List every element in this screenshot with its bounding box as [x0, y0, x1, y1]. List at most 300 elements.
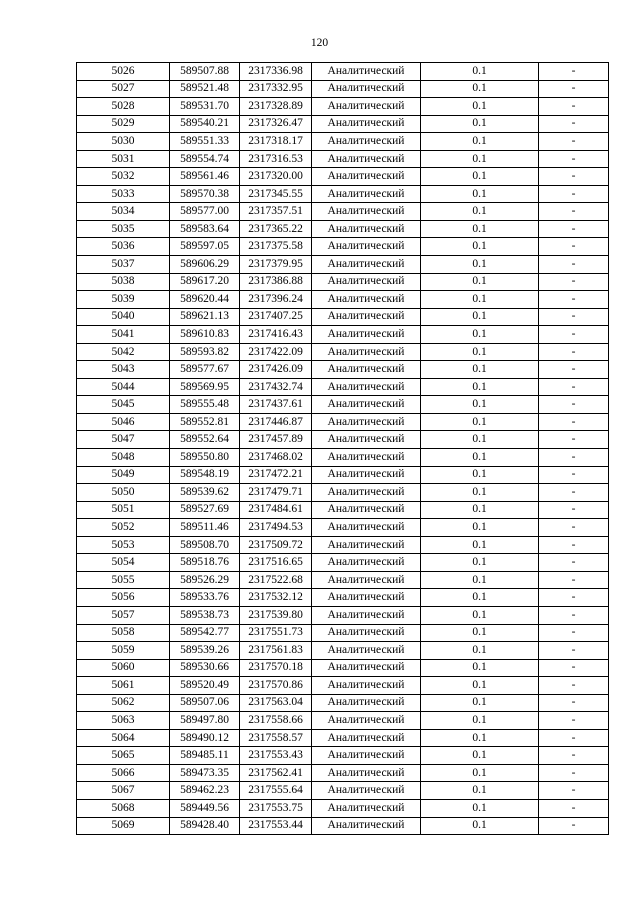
table-row — [77, 185, 609, 203]
table-row — [77, 203, 609, 221]
method-cell: Аналитический — [312, 677, 421, 695]
method-cell: Аналитический — [312, 536, 421, 554]
method-cell: Аналитический — [312, 799, 421, 817]
point-number-cell: 5050 — [77, 484, 170, 502]
method-cell: Аналитический — [312, 694, 421, 712]
accuracy-cell: 0.1 — [421, 729, 539, 747]
y-coordinate-cell: 2317328.89 — [240, 98, 312, 116]
accuracy-cell: 0.1 — [421, 396, 539, 414]
table-row — [77, 589, 609, 607]
y-coordinate-cell: 2317558.57 — [240, 729, 312, 747]
x-coordinate-cell: 589533.76 — [170, 589, 240, 607]
x-coordinate-cell: 589554.74 — [170, 150, 240, 168]
table-row — [77, 308, 609, 326]
table-row — [77, 291, 609, 309]
y-coordinate-cell: 2317320.00 — [240, 168, 312, 186]
accuracy-cell: 0.1 — [421, 799, 539, 817]
note-cell: - — [539, 484, 609, 502]
accuracy-cell: 0.1 — [421, 606, 539, 624]
note-cell: - — [539, 747, 609, 765]
note-cell: - — [539, 80, 609, 98]
point-number-cell: 5031 — [77, 150, 170, 168]
y-coordinate-cell: 2317365.22 — [240, 220, 312, 238]
coordinates-table-body — [77, 63, 609, 835]
point-number-cell: 5057 — [77, 606, 170, 624]
note-cell: - — [539, 361, 609, 379]
accuracy-cell: 0.1 — [421, 449, 539, 467]
accuracy-cell: 0.1 — [421, 150, 539, 168]
y-coordinate-cell: 2317553.43 — [240, 747, 312, 765]
note-cell: - — [539, 291, 609, 309]
table-row — [77, 133, 609, 151]
x-coordinate-cell: 589490.12 — [170, 729, 240, 747]
accuracy-cell: 0.1 — [421, 782, 539, 800]
accuracy-cell: 0.1 — [421, 80, 539, 98]
y-coordinate-cell: 2317570.18 — [240, 659, 312, 677]
note-cell: - — [539, 536, 609, 554]
table-row — [77, 747, 609, 765]
method-cell: Аналитический — [312, 273, 421, 291]
table-row — [77, 413, 609, 431]
x-coordinate-cell: 589617.20 — [170, 273, 240, 291]
point-number-cell: 5028 — [77, 98, 170, 116]
accuracy-cell: 0.1 — [421, 466, 539, 484]
method-cell: Аналитический — [312, 817, 421, 835]
table-row — [77, 712, 609, 730]
y-coordinate-cell: 2317562.41 — [240, 764, 312, 782]
method-cell: Аналитический — [312, 256, 421, 274]
y-coordinate-cell: 2317468.02 — [240, 449, 312, 467]
accuracy-cell: 0.1 — [421, 361, 539, 379]
accuracy-cell: 0.1 — [421, 431, 539, 449]
method-cell: Аналитический — [312, 747, 421, 765]
x-coordinate-cell: 589531.70 — [170, 98, 240, 116]
x-coordinate-cell: 589561.46 — [170, 168, 240, 186]
note-cell: - — [539, 413, 609, 431]
table-row — [77, 63, 609, 81]
table-row — [77, 817, 609, 835]
note-cell: - — [539, 729, 609, 747]
point-number-cell: 5056 — [77, 589, 170, 607]
table-row — [77, 694, 609, 712]
table-row — [77, 571, 609, 589]
point-number-cell: 5033 — [77, 185, 170, 203]
x-coordinate-cell: 589606.29 — [170, 256, 240, 274]
y-coordinate-cell: 2317379.95 — [240, 256, 312, 274]
table-row — [77, 624, 609, 642]
y-coordinate-cell: 2317553.44 — [240, 817, 312, 835]
note-cell: - — [539, 98, 609, 116]
x-coordinate-cell: 589569.95 — [170, 378, 240, 396]
point-number-cell: 5036 — [77, 238, 170, 256]
accuracy-cell: 0.1 — [421, 343, 539, 361]
method-cell: Аналитический — [312, 150, 421, 168]
y-coordinate-cell: 2317539.80 — [240, 606, 312, 624]
point-number-cell: 5054 — [77, 554, 170, 572]
table-row — [77, 150, 609, 168]
method-cell: Аналитический — [312, 343, 421, 361]
y-coordinate-cell: 2317516.65 — [240, 554, 312, 572]
x-coordinate-cell: 589620.44 — [170, 291, 240, 309]
accuracy-cell: 0.1 — [421, 501, 539, 519]
table-row — [77, 256, 609, 274]
x-coordinate-cell: 589577.67 — [170, 361, 240, 379]
y-coordinate-cell: 2317422.09 — [240, 343, 312, 361]
x-coordinate-cell: 589550.80 — [170, 449, 240, 467]
y-coordinate-cell: 2317407.25 — [240, 308, 312, 326]
table-row — [77, 554, 609, 572]
table-row — [77, 501, 609, 519]
note-cell: - — [539, 554, 609, 572]
y-coordinate-cell: 2317479.71 — [240, 484, 312, 502]
method-cell: Аналитический — [312, 624, 421, 642]
point-number-cell: 5059 — [77, 642, 170, 660]
point-number-cell: 5045 — [77, 396, 170, 414]
table-row — [77, 484, 609, 502]
x-coordinate-cell: 589485.11 — [170, 747, 240, 765]
note-cell: - — [539, 133, 609, 151]
method-cell: Аналитический — [312, 80, 421, 98]
accuracy-cell: 0.1 — [421, 308, 539, 326]
point-number-cell: 5042 — [77, 343, 170, 361]
note-cell: - — [539, 817, 609, 835]
note-cell: - — [539, 326, 609, 344]
method-cell: Аналитический — [312, 238, 421, 256]
accuracy-cell: 0.1 — [421, 519, 539, 537]
x-coordinate-cell: 589597.05 — [170, 238, 240, 256]
accuracy-cell: 0.1 — [421, 764, 539, 782]
note-cell: - — [539, 203, 609, 221]
accuracy-cell: 0.1 — [421, 536, 539, 554]
note-cell: - — [539, 238, 609, 256]
method-cell: Аналитический — [312, 642, 421, 660]
point-number-cell: 5046 — [77, 413, 170, 431]
y-coordinate-cell: 2317426.09 — [240, 361, 312, 379]
table-row — [77, 799, 609, 817]
accuracy-cell: 0.1 — [421, 256, 539, 274]
table-row — [77, 466, 609, 484]
point-number-cell: 5034 — [77, 203, 170, 221]
y-coordinate-cell: 2317457.89 — [240, 431, 312, 449]
y-coordinate-cell: 2317509.72 — [240, 536, 312, 554]
x-coordinate-cell: 589540.21 — [170, 115, 240, 133]
note-cell: - — [539, 378, 609, 396]
point-number-cell: 5027 — [77, 80, 170, 98]
x-coordinate-cell: 589511.46 — [170, 519, 240, 537]
note-cell: - — [539, 764, 609, 782]
accuracy-cell: 0.1 — [421, 659, 539, 677]
point-number-cell: 5040 — [77, 308, 170, 326]
method-cell: Аналитический — [312, 554, 421, 572]
coordinates-table — [76, 62, 609, 835]
accuracy-cell: 0.1 — [421, 63, 539, 81]
accuracy-cell: 0.1 — [421, 589, 539, 607]
accuracy-cell: 0.1 — [421, 747, 539, 765]
accuracy-cell: 0.1 — [421, 133, 539, 151]
x-coordinate-cell: 589583.64 — [170, 220, 240, 238]
table-row — [77, 80, 609, 98]
method-cell: Аналитический — [312, 501, 421, 519]
method-cell: Аналитический — [312, 449, 421, 467]
table-row — [77, 115, 609, 133]
table-row — [77, 729, 609, 747]
y-coordinate-cell: 2317332.95 — [240, 80, 312, 98]
method-cell: Аналитический — [312, 466, 421, 484]
y-coordinate-cell: 2317416.43 — [240, 326, 312, 344]
x-coordinate-cell: 589555.48 — [170, 396, 240, 414]
table-row — [77, 677, 609, 695]
point-number-cell: 5069 — [77, 817, 170, 835]
x-coordinate-cell: 589530.66 — [170, 659, 240, 677]
table-row — [77, 220, 609, 238]
x-coordinate-cell: 589539.62 — [170, 484, 240, 502]
note-cell: - — [539, 589, 609, 607]
accuracy-cell: 0.1 — [421, 677, 539, 695]
accuracy-cell: 0.1 — [421, 98, 539, 116]
y-coordinate-cell: 2317396.24 — [240, 291, 312, 309]
accuracy-cell: 0.1 — [421, 168, 539, 186]
point-number-cell: 5065 — [77, 747, 170, 765]
y-coordinate-cell: 2317318.17 — [240, 133, 312, 151]
table-row — [77, 343, 609, 361]
table-row — [77, 98, 609, 116]
accuracy-cell: 0.1 — [421, 484, 539, 502]
accuracy-cell: 0.1 — [421, 291, 539, 309]
accuracy-cell: 0.1 — [421, 694, 539, 712]
point-number-cell: 5062 — [77, 694, 170, 712]
note-cell: - — [539, 396, 609, 414]
point-number-cell: 5063 — [77, 712, 170, 730]
y-coordinate-cell: 2317555.64 — [240, 782, 312, 800]
y-coordinate-cell: 2317316.53 — [240, 150, 312, 168]
point-number-cell: 5029 — [77, 115, 170, 133]
page-number: 120 — [310, 37, 329, 49]
accuracy-cell: 0.1 — [421, 378, 539, 396]
table-row — [77, 449, 609, 467]
table-row — [77, 273, 609, 291]
point-number-cell: 5041 — [77, 326, 170, 344]
point-number-cell: 5038 — [77, 273, 170, 291]
note-cell: - — [539, 519, 609, 537]
method-cell: Аналитический — [312, 764, 421, 782]
accuracy-cell: 0.1 — [421, 185, 539, 203]
point-number-cell: 5044 — [77, 378, 170, 396]
accuracy-cell: 0.1 — [421, 642, 539, 660]
table-row — [77, 396, 609, 414]
point-number-cell: 5064 — [77, 729, 170, 747]
point-number-cell: 5051 — [77, 501, 170, 519]
x-coordinate-cell: 589593.82 — [170, 343, 240, 361]
point-number-cell: 5060 — [77, 659, 170, 677]
note-cell: - — [539, 308, 609, 326]
x-coordinate-cell: 589507.06 — [170, 694, 240, 712]
x-coordinate-cell: 589462.23 — [170, 782, 240, 800]
x-coordinate-cell: 589552.64 — [170, 431, 240, 449]
note-cell: - — [539, 799, 609, 817]
method-cell: Аналитический — [312, 115, 421, 133]
y-coordinate-cell: 2317472.21 — [240, 466, 312, 484]
y-coordinate-cell: 2317375.58 — [240, 238, 312, 256]
y-coordinate-cell: 2317553.75 — [240, 799, 312, 817]
note-cell: - — [539, 449, 609, 467]
point-number-cell: 5052 — [77, 519, 170, 537]
x-coordinate-cell: 589539.26 — [170, 642, 240, 660]
point-number-cell: 5043 — [77, 361, 170, 379]
point-number-cell: 5035 — [77, 220, 170, 238]
accuracy-cell: 0.1 — [421, 712, 539, 730]
note-cell: - — [539, 115, 609, 133]
y-coordinate-cell: 2317432.74 — [240, 378, 312, 396]
y-coordinate-cell: 2317326.47 — [240, 115, 312, 133]
x-coordinate-cell: 589507.88 — [170, 63, 240, 81]
y-coordinate-cell: 2317494.53 — [240, 519, 312, 537]
point-number-cell: 5058 — [77, 624, 170, 642]
x-coordinate-cell: 589621.13 — [170, 308, 240, 326]
y-coordinate-cell: 2317437.61 — [240, 396, 312, 414]
x-coordinate-cell: 589570.38 — [170, 185, 240, 203]
method-cell: Аналитический — [312, 220, 421, 238]
method-cell: Аналитический — [312, 308, 421, 326]
x-coordinate-cell: 589521.48 — [170, 80, 240, 98]
accuracy-cell: 0.1 — [421, 554, 539, 572]
method-cell: Аналитический — [312, 519, 421, 537]
method-cell: Аналитический — [312, 659, 421, 677]
method-cell: Аналитический — [312, 63, 421, 81]
x-coordinate-cell: 589449.56 — [170, 799, 240, 817]
table-row — [77, 764, 609, 782]
accuracy-cell: 0.1 — [421, 326, 539, 344]
note-cell: - — [539, 642, 609, 660]
method-cell: Аналитический — [312, 484, 421, 502]
accuracy-cell: 0.1 — [421, 817, 539, 835]
method-cell: Аналитический — [312, 413, 421, 431]
x-coordinate-cell: 589551.33 — [170, 133, 240, 151]
x-coordinate-cell: 589538.73 — [170, 606, 240, 624]
method-cell: Аналитический — [312, 378, 421, 396]
y-coordinate-cell: 2317386.88 — [240, 273, 312, 291]
point-number-cell: 5047 — [77, 431, 170, 449]
note-cell: - — [539, 659, 609, 677]
method-cell: Аналитический — [312, 396, 421, 414]
note-cell: - — [539, 431, 609, 449]
x-coordinate-cell: 589542.77 — [170, 624, 240, 642]
table-row — [77, 238, 609, 256]
accuracy-cell: 0.1 — [421, 220, 539, 238]
table-row — [77, 642, 609, 660]
method-cell: Аналитический — [312, 571, 421, 589]
table-row — [77, 431, 609, 449]
x-coordinate-cell: 589577.00 — [170, 203, 240, 221]
note-cell: - — [539, 185, 609, 203]
x-coordinate-cell: 589497.80 — [170, 712, 240, 730]
method-cell: Аналитический — [312, 606, 421, 624]
point-number-cell: 5067 — [77, 782, 170, 800]
accuracy-cell: 0.1 — [421, 624, 539, 642]
x-coordinate-cell: 589473.35 — [170, 764, 240, 782]
note-cell: - — [539, 220, 609, 238]
table-row — [77, 606, 609, 624]
note-cell: - — [539, 466, 609, 484]
note-cell: - — [539, 150, 609, 168]
x-coordinate-cell: 589610.83 — [170, 326, 240, 344]
table-row — [77, 378, 609, 396]
accuracy-cell: 0.1 — [421, 115, 539, 133]
method-cell: Аналитический — [312, 326, 421, 344]
accuracy-cell: 0.1 — [421, 238, 539, 256]
note-cell: - — [539, 782, 609, 800]
point-number-cell: 5030 — [77, 133, 170, 151]
method-cell: Аналитический — [312, 729, 421, 747]
y-coordinate-cell: 2317561.83 — [240, 642, 312, 660]
method-cell: Аналитический — [312, 185, 421, 203]
method-cell: Аналитический — [312, 782, 421, 800]
method-cell: Аналитический — [312, 712, 421, 730]
point-number-cell: 5048 — [77, 449, 170, 467]
y-coordinate-cell: 2317563.04 — [240, 694, 312, 712]
table-row — [77, 659, 609, 677]
note-cell: - — [539, 712, 609, 730]
point-number-cell: 5055 — [77, 571, 170, 589]
table-row — [77, 168, 609, 186]
note-cell: - — [539, 571, 609, 589]
x-coordinate-cell: 589508.70 — [170, 536, 240, 554]
table-row — [77, 361, 609, 379]
point-number-cell: 5032 — [77, 168, 170, 186]
table-row — [77, 536, 609, 554]
method-cell: Аналитический — [312, 291, 421, 309]
point-number-cell: 5039 — [77, 291, 170, 309]
point-number-cell: 5068 — [77, 799, 170, 817]
y-coordinate-cell: 2317345.55 — [240, 185, 312, 203]
x-coordinate-cell: 589527.69 — [170, 501, 240, 519]
method-cell: Аналитический — [312, 168, 421, 186]
x-coordinate-cell: 589552.81 — [170, 413, 240, 431]
y-coordinate-cell: 2317532.12 — [240, 589, 312, 607]
accuracy-cell: 0.1 — [421, 413, 539, 431]
note-cell: - — [539, 256, 609, 274]
point-number-cell: 5061 — [77, 677, 170, 695]
method-cell: Аналитический — [312, 98, 421, 116]
x-coordinate-cell: 589526.29 — [170, 571, 240, 589]
point-number-cell: 5066 — [77, 764, 170, 782]
note-cell: - — [539, 606, 609, 624]
table-row — [77, 519, 609, 537]
note-cell: - — [539, 343, 609, 361]
x-coordinate-cell: 589520.49 — [170, 677, 240, 695]
point-number-cell: 5037 — [77, 256, 170, 274]
note-cell: - — [539, 624, 609, 642]
method-cell: Аналитический — [312, 203, 421, 221]
y-coordinate-cell: 2317551.73 — [240, 624, 312, 642]
note-cell: - — [539, 694, 609, 712]
y-coordinate-cell: 2317484.61 — [240, 501, 312, 519]
method-cell: Аналитический — [312, 589, 421, 607]
x-coordinate-cell: 589518.76 — [170, 554, 240, 572]
x-coordinate-cell: 589428.40 — [170, 817, 240, 835]
point-number-cell: 5049 — [77, 466, 170, 484]
method-cell: Аналитический — [312, 361, 421, 379]
table-row — [77, 782, 609, 800]
note-cell: - — [539, 168, 609, 186]
y-coordinate-cell: 2317522.68 — [240, 571, 312, 589]
note-cell: - — [539, 273, 609, 291]
table-row — [77, 326, 609, 344]
note-cell: - — [539, 677, 609, 695]
y-coordinate-cell: 2317558.66 — [240, 712, 312, 730]
point-number-cell: 5053 — [77, 536, 170, 554]
accuracy-cell: 0.1 — [421, 273, 539, 291]
accuracy-cell: 0.1 — [421, 571, 539, 589]
